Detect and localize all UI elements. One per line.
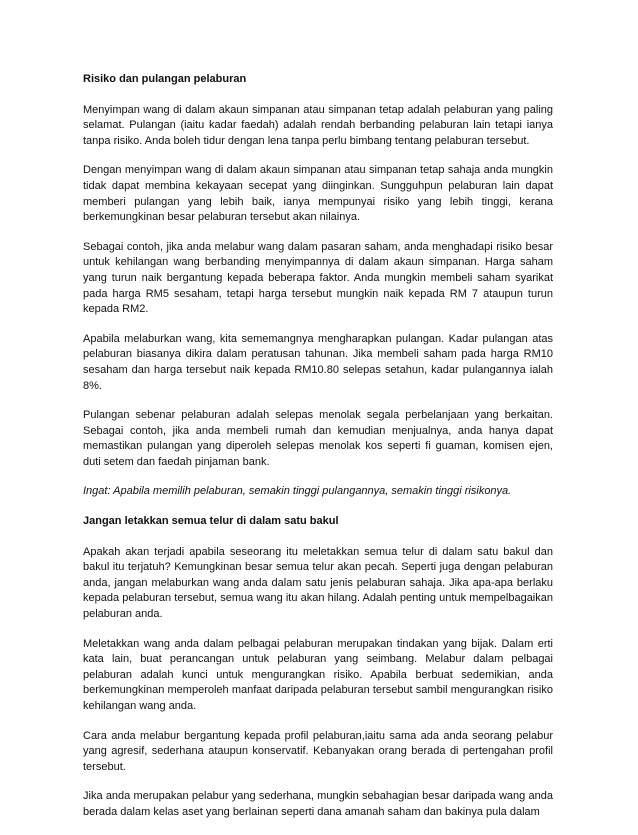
paragraph: Apabila melaburkan wang, kita sememangnya mengharapkan pulangan. Kadar pulangan atas pelaburan biasanya dikira dalam peratusan tahunan. Jika membeli saham pada harga RM10 sesaham dan harga tersebut naik kepada RM10.80 selepas setahun, kadar pulangannya ialah 8%. bbox=[83, 332, 553, 392]
paragraph: Meletakkan wang anda dalam pelbagai pelaburan merupakan tindakan yang bijak. Dalam erti kata lain, buat perancangan untuk pelaburan yang seimbang. Melabur dalam pelbagai pelaburan adalah kunci untuk mengurangkan risiko. Apabila berbuat sedemikian, anda berkemungkinan memperoleh manfaat daripada pelaburan tersebut sambil mengurangkan risiko kehilangan wang anda. bbox=[83, 637, 553, 712]
document-body bbox=[83, 72, 553, 835]
paragraph: Pulangan sebenar pelaburan adalah selepas menolak segala perbelanjaan yang berkaitan. Sebagai contoh, jika anda membeli rumah dan kemudian menjualnya, anda hanya dapat memastikan pulangan yang diperoleh selepas menolak kos seperti fi guaman, komisen ejen, duti setem dan faedah pinjaman bank. bbox=[83, 409, 553, 468]
paragraph: Dengan menyimpan wang di dalam akaun simpanan atau simpanan tetap sahaja anda mungkin tidak dapat membina kekayaan secepat yang diinginkan. Sungguhpun pelaburan lain dapat memberi pulangan yang lebih baik, ianya mempunyai risiko yang lebih tinggi, kerana berkemungkinan besar pelaburan tersebut akan nilainya. bbox=[83, 164, 553, 224]
paragraph: Menyimpan wang di dalam akaun simpanan atau simpanan tetap adalah pelaburan yang paling selamat. Pulangan (iaitu kadar faedah) adalah rendah berbanding pelaburan lain tetapi ianya tanpa risiko. Anda boleh tidur dengan lena tanpa perlu bimbang tentang pelaburan tersebut. bbox=[83, 103, 553, 147]
heading-eggs-in-one-basket: Jangan letakkan semua telur di dalam satu bakul bbox=[83, 515, 339, 528]
italic-reminder-note: Ingat: Apabila memilih pelaburan, semakin tinggi pulangannya, semakin tinggi risikonya. bbox=[83, 485, 512, 498]
paragraph: Sebagai contoh, jika anda melabur wang dalam pasaran saham, anda menghadapi risiko besar untuk kehilangan wang berbanding menyimpannya di dalam akaun simpanan. Harga saham yang turun naik bergantung kepada beberapa faktor. Anda mungkin membeli saham syarikat pada harga RM5 sesaham, tetapi harga tersebut mungkin naik kepada RM 7 ataupun turun kepada RM2. bbox=[83, 240, 553, 316]
paragraph: Apakah akan terjadi apabila seseorang itu meletakkan semua telur di dalam satu bakul dan bakul itu terjatuh? Kemungkinan besar semua telur akan pecah. Seperti juga dengan pelaburan anda, jangan melaburkan wang anda dalam satu jenis pelaburan sahaja. Jika apa-apa berlaku kepada pelaburan tersebut, semua wang itu akan hilang. Adalah penting untuk mempelbagaikan pelaburan anda. bbox=[83, 545, 553, 621]
paragraph: Jika anda merupakan pelabur yang sederhana, mungkin sebahagian besar daripada wang anda berada dalam kelas aset yang berlainan seperti dana amanah saham dan bakinya pula dalam bbox=[83, 790, 553, 818]
heading-risk-and-return: Risiko dan pulangan pelaburan bbox=[83, 73, 247, 85]
paragraph: Cara anda melabur bergantung kepada profil pelaburan,iaitu sama ada anda seorang pelabur yang agresif, sederhana ataupun konservatif. Kebanyakan orang berada di pertengahan profil tersebut. bbox=[83, 729, 553, 773]
